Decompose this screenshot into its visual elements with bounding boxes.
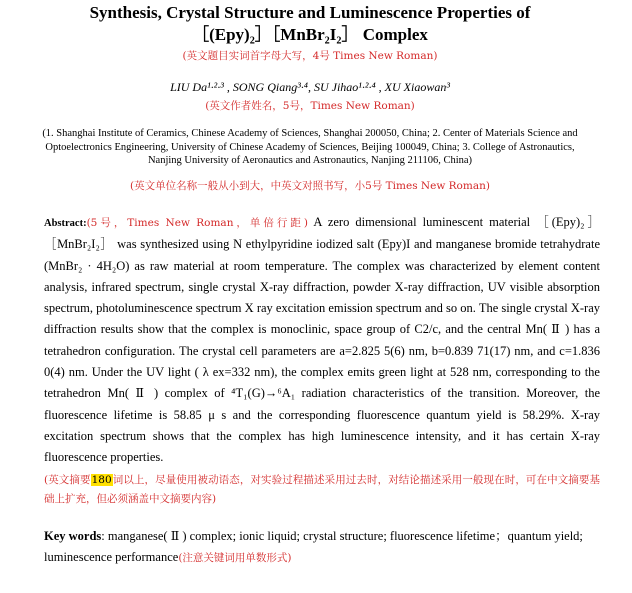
author-list: LIU Da¹·²·³ , SONG Qiang³·⁴, SU Jihao¹·²·⁴ , XU Xiaowan³ <box>170 80 450 94</box>
word-count-highlight: 180 <box>91 473 112 486</box>
title-line-2: ［(Epy)₂］［MnBr₂I₂］ Complex <box>192 25 428 44</box>
keywords-list: : manganese( Ⅱ ) complex; ionic liquid; crystal structure; fluorescence lifetime；quantum yield; luminescence performance <box>44 529 583 564</box>
abstract-format-note: (5号，Times New Roman，单倍行距) <box>86 217 308 229</box>
affiliation-format-note: (英文单位名称一般从小到大，中英文对照书写，小5号 Times New Roman) <box>130 180 490 192</box>
title-line-1: Synthesis, Crystal Structure and Luminescence Properties of <box>89 3 531 22</box>
author-format-note: (英文作者姓名，5号，Times New Roman) <box>205 100 415 112</box>
abstract-body: A zero dimensional luminescent material ［(Epy)₂］［MnBr₂I₂］ was synthesized using N ethylpyridine iodized salt (Epy)I and manganese bromide tetrahydrate (MnBr₂ · 4H₂O) as raw material at room temperature. The complex was characterized by element content analysis, infrared spectrum, single crystal X-ray diffraction, powder X-ray diffraction, UV visible absorption spectrum, photoluminescence spectrum X ray excitation emission spectrum and so on. The single crystal X-ray diffraction results show that the complex is monoclinic, space group of C2/c, and the central Mn( Ⅱ ) has a tetrahedron configuration. The crystal cell parameters are a=2.825 5(6) nm, b=0.839 71(17) nm, and c=1.836 0(4) nm. Under the UV light ( λ ex=332 nm), the complex emits green light at 528 nm, corresponding to the tetrahedron Mn( Ⅱ ) complex of ⁴T₁(G)→⁶A₁ radiation characteristics of the transition. Moreover, the fluorescence lifetime is 58.85 μ s and the corresponding fluorescence quantum yield is 58.29%. X-ray excitation spectrum shows that the complex has high luminescence intensity, and it has certain X-ray fluorescence properties. <box>44 215 600 465</box>
abstract-section <box>44 212 600 509</box>
keywords-label: Key words <box>44 529 102 543</box>
keywords-format-note: (注意关键词用单数形式) <box>178 552 292 564</box>
paper-title <box>30 2 590 46</box>
abstract-note-start: (英文摘要 <box>44 473 91 486</box>
keywords-section <box>44 526 604 569</box>
affiliation-list: (1. Shanghai Institute of Ceramics, Chinese Academy of Sciences, Shanghai 200050, China; 2. Center of Materials Science and Optoelectronics Engineering, University of Chinese Academy of Sciences, Beijing 100049, China; 3. College of Astronautics, Nanjing University of Aeronautics and Astronautics, Nanjing 211106, China) <box>42 128 578 166</box>
abstract-label: Abstract: <box>44 218 87 229</box>
abstract-length-note <box>44 471 600 509</box>
abstract-note-rest: 词以上，尽量使用被动语态，对实验过程描述采用过去时，对结论描述采用一般现在时，可在中文摘要基础上扩充，但必须涵盖中文摘要内容) <box>44 473 600 505</box>
title-format-note: (英文题目实词首字母大写，4号 Times New Roman) <box>182 50 438 62</box>
abstract-paragraph <box>44 212 600 469</box>
